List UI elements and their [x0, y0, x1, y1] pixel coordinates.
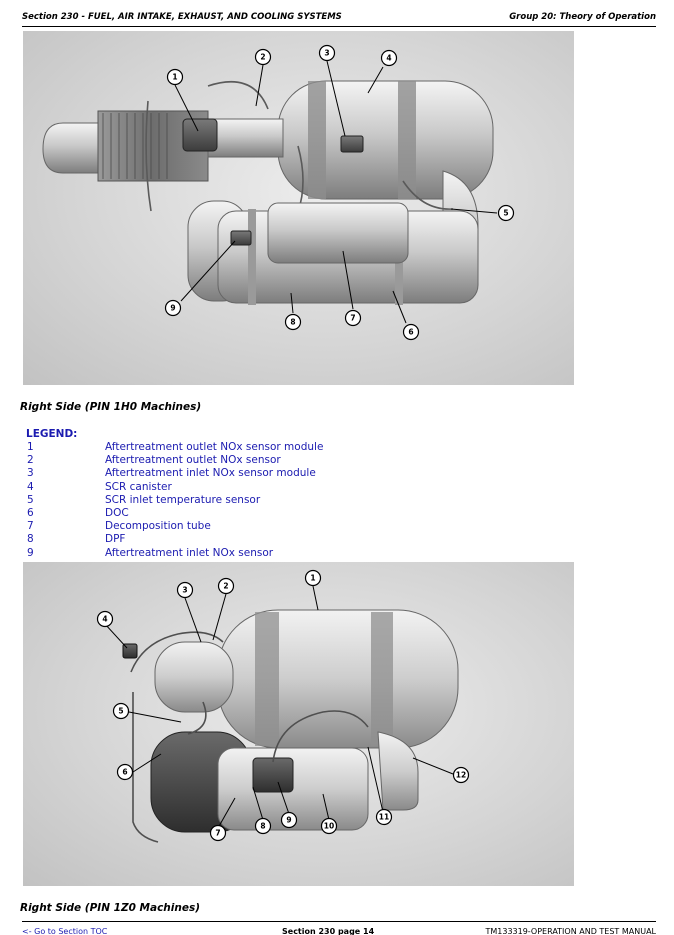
legend-item: 9 Aftertreatment inlet NOx sensor: [27, 546, 274, 559]
callout-10: [322, 819, 337, 834]
legend-item: 4 SCR canister: [27, 480, 172, 493]
inlet-pipe-shape-2: [155, 642, 233, 712]
callout-7: [346, 311, 361, 326]
svg-text:8: 8: [260, 821, 266, 831]
page-number: Section 230 page 14: [282, 927, 375, 935]
page-footer: [22, 921, 656, 935]
legend-item: 3 Aftertreatment inlet NOx sensor module: [27, 467, 316, 480]
legend-item: 1 Aftertreatment outlet NOx sensor module: [27, 441, 324, 453]
callout-6: [404, 325, 419, 340]
callout-12: [454, 768, 469, 783]
svg-text:12: 12: [455, 770, 467, 780]
upper-inlet-pipe-shape: [43, 111, 283, 181]
section-title: Section 230 - FUEL, AIR INTAKE, EXHAUST, AND COOLING SYSTEMS: [22, 12, 342, 22]
callout-2: [219, 579, 234, 594]
callout-5: [499, 206, 514, 221]
svg-text:5: 5: [503, 208, 509, 218]
figure-1z0-caption: Right Side (PIN 1Z0 Machines): [20, 902, 201, 914]
svg-text:2: 2: [223, 581, 229, 591]
callout-11: [377, 810, 392, 825]
figure-1h0-aftertreatment: [23, 31, 574, 385]
callout-3: [320, 46, 335, 61]
legend-item: 2 Aftertreatment outlet NOx sensor: [27, 454, 281, 467]
callout-9: [282, 813, 297, 828]
callout-6: [118, 765, 133, 780]
svg-text:2: 2: [260, 52, 266, 62]
callout-2: [256, 50, 271, 65]
legend-item: 5 SCR inlet temperature sensor: [27, 493, 261, 506]
callout-9: [166, 301, 181, 316]
figure-1z0-drawing: [23, 562, 574, 886]
svg-text:8: 8: [290, 317, 296, 327]
legend-title: LEGEND:: [26, 428, 78, 440]
decomposition-tube-shape: [268, 203, 408, 263]
figure-1z0-aftertreatment: [23, 562, 574, 886]
callout-8: [286, 315, 301, 330]
inlet-nox-module-shape: [341, 136, 363, 152]
svg-text:6: 6: [122, 767, 128, 777]
legend-item: 8 DPF: [27, 533, 126, 546]
svg-text:7: 7: [350, 313, 356, 323]
svg-text:1: 1: [172, 72, 178, 82]
group-title: Group 20: Theory of Operation: [509, 12, 656, 22]
svg-text:3: 3: [182, 585, 188, 595]
figure-1h0-caption: Right Side (PIN 1H0 Machines): [20, 401, 202, 413]
svg-text:5: 5: [118, 706, 124, 716]
manual-title: TM133319-OPERATION AND TEST MANUAL: [485, 927, 656, 935]
svg-text:7: 7: [215, 828, 221, 838]
legend: [26, 428, 426, 560]
svg-text:6: 6: [408, 327, 414, 337]
legend-item: 7 Decomposition tube: [27, 520, 211, 533]
svg-text:1: 1: [310, 573, 316, 583]
svg-text:4: 4: [386, 53, 392, 63]
page-header: [22, 12, 656, 27]
go-to-section-toc-link[interactable]: <- Go to Section TOC: [22, 927, 108, 935]
svg-text:9: 9: [170, 303, 176, 313]
svg-text:10: 10: [323, 821, 335, 831]
callout-1: [306, 571, 321, 586]
svg-text:4: 4: [102, 614, 108, 624]
figure-1h0-drawing: [23, 31, 574, 385]
callout-3: [178, 583, 193, 598]
svg-text:11: 11: [378, 812, 390, 822]
inlet-nox-sensor-shape: [231, 231, 251, 245]
callout-1: [168, 70, 183, 85]
callout-8: [256, 819, 271, 834]
callout-7: [211, 826, 226, 841]
callout-4: [382, 51, 397, 66]
callout-4: [98, 612, 113, 627]
svg-text:3: 3: [324, 48, 330, 58]
callout-5: [114, 704, 129, 719]
svg-text:9: 9: [286, 815, 292, 825]
legend-item: 6 DOC: [27, 506, 129, 519]
